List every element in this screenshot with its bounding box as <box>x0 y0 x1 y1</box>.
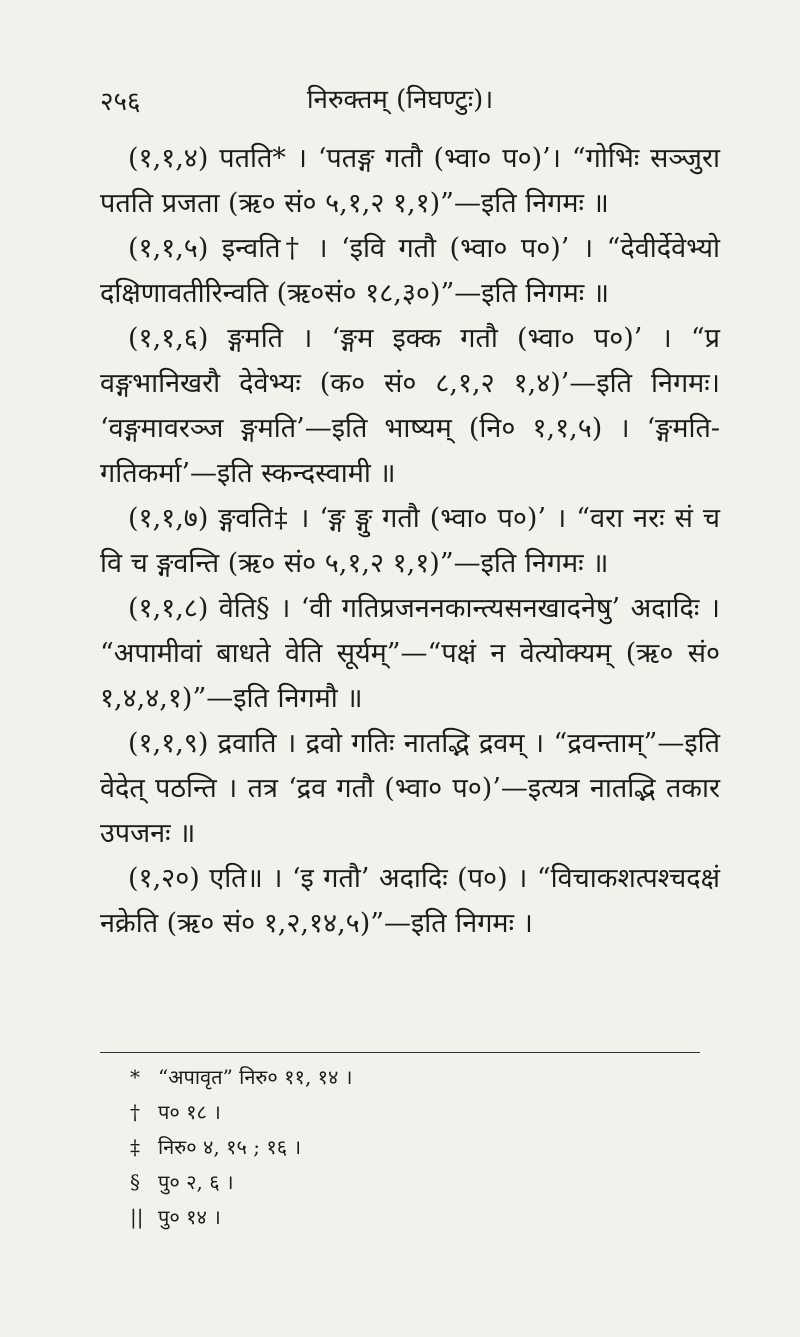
paragraph-text: (१,१,९) द्रवाति । द्रवो गतिः नातद्भि द्रवम् । “द्रवन्ताम्”—इति वेदेत् पठन्ति । तत्र ‘द्रव गतौ (भ्वा० प०)’—इत्यत्र नातद्भि तकार उपजनः ॥ <box>100 728 720 849</box>
footnote-mark: † <box>130 1100 140 1124</box>
footnote <box>130 1130 690 1165</box>
paragraph <box>100 136 720 226</box>
paragraph <box>100 496 720 586</box>
paragraph-text: (१,१,४) पतति* । ‘पतङ्ग गतौ (भ्वा० प०)’। “गोभिः सञ्जुरा पतति प्रजता (ऋ० सं० ५,१,२ १,१)”—इति निगमः ॥ <box>100 143 720 219</box>
body-text <box>100 136 720 946</box>
footnote <box>130 1165 690 1200</box>
footnote-mark: ‡ <box>130 1135 140 1159</box>
paragraph-text: (१,१,७) ङ्गवति‡ । ‘ङ्ग ङ्गु गतौ (भ्वा० प०)’ । “वरा नरः सं च वि च ङ्गवन्ति (ऋ० सं० ५,१,२ १,१)”—इति निगमः ॥ <box>100 503 720 579</box>
footnote-text: “अपावृत” निरु० ११, १४ । <box>158 1065 353 1089</box>
page-number: २५६ <box>100 87 141 117</box>
footnote-text: प० १८ । <box>158 1100 221 1124</box>
footnote-divider <box>100 1052 700 1053</box>
footnote-text: निरु० ४, १५ ; १६ । <box>158 1135 302 1159</box>
paragraph-text: (१,१,८) वेति§ । ‘वी गतिप्रजननकान्त्यसनखादनेषु’ अदादिः । “अपामीवां बाधते वेति सूर्यम्”—“पक्षं न वेत्योक्यम् (ऋ० सं० १,४,४,१)”—इति निगमौ ॥ <box>100 593 720 714</box>
paragraph <box>100 316 720 496</box>
footnote-text: पु० १४ । <box>158 1205 221 1229</box>
paragraph <box>100 586 720 721</box>
running-title: निरुक्तम् (निघण्टुः)। <box>306 85 494 115</box>
footnote <box>130 1095 690 1130</box>
footnote <box>130 1200 690 1235</box>
paragraph <box>100 721 720 856</box>
paragraph <box>100 856 720 946</box>
footnote-mark: § <box>130 1170 140 1194</box>
paragraph-text: (१,१,६) ङ्गमति । ‘ङ्गम इक्क गतौ (भ्वा० प०)’ । “प्र वङ्गभानिखरौ देवेभ्यः (क० सं० ८,१,२ १,४)’—इति निगमः। ‘वङ्गमावरञ्ज ङ्गमति’—इति भाष्यम् (नि० १,१,५) । ‘ङ्गमति-गतिकर्मा’—इति स्कन्दस्वामी ॥ <box>100 323 720 489</box>
footnote-text: पु० २, ६ । <box>158 1170 234 1194</box>
footnotes <box>130 1060 690 1235</box>
paragraph <box>100 226 720 316</box>
footnote <box>130 1060 690 1095</box>
paragraph-text: (१,१,५) इन्वति† । ‘इवि गतौ (भ्वा० प०)’ । “देवीर्देवेभ्यो दक्षिणावतीरिन्वति (ऋ०सं० १८,३०)”—इति निगमः ॥ <box>100 233 720 309</box>
page-header <box>100 80 700 120</box>
footnote-mark: || <box>130 1205 144 1229</box>
footnote-mark: * <box>130 1065 140 1089</box>
paragraph-text: (१,२०) एति॥ । ‘इ गतौ’ अदादिः (प०) । “विचाकशत्पश्चदक्षं नक्रेति (ऋ० सं० १,२,१४,५)”—इति निगमः । <box>100 863 720 939</box>
